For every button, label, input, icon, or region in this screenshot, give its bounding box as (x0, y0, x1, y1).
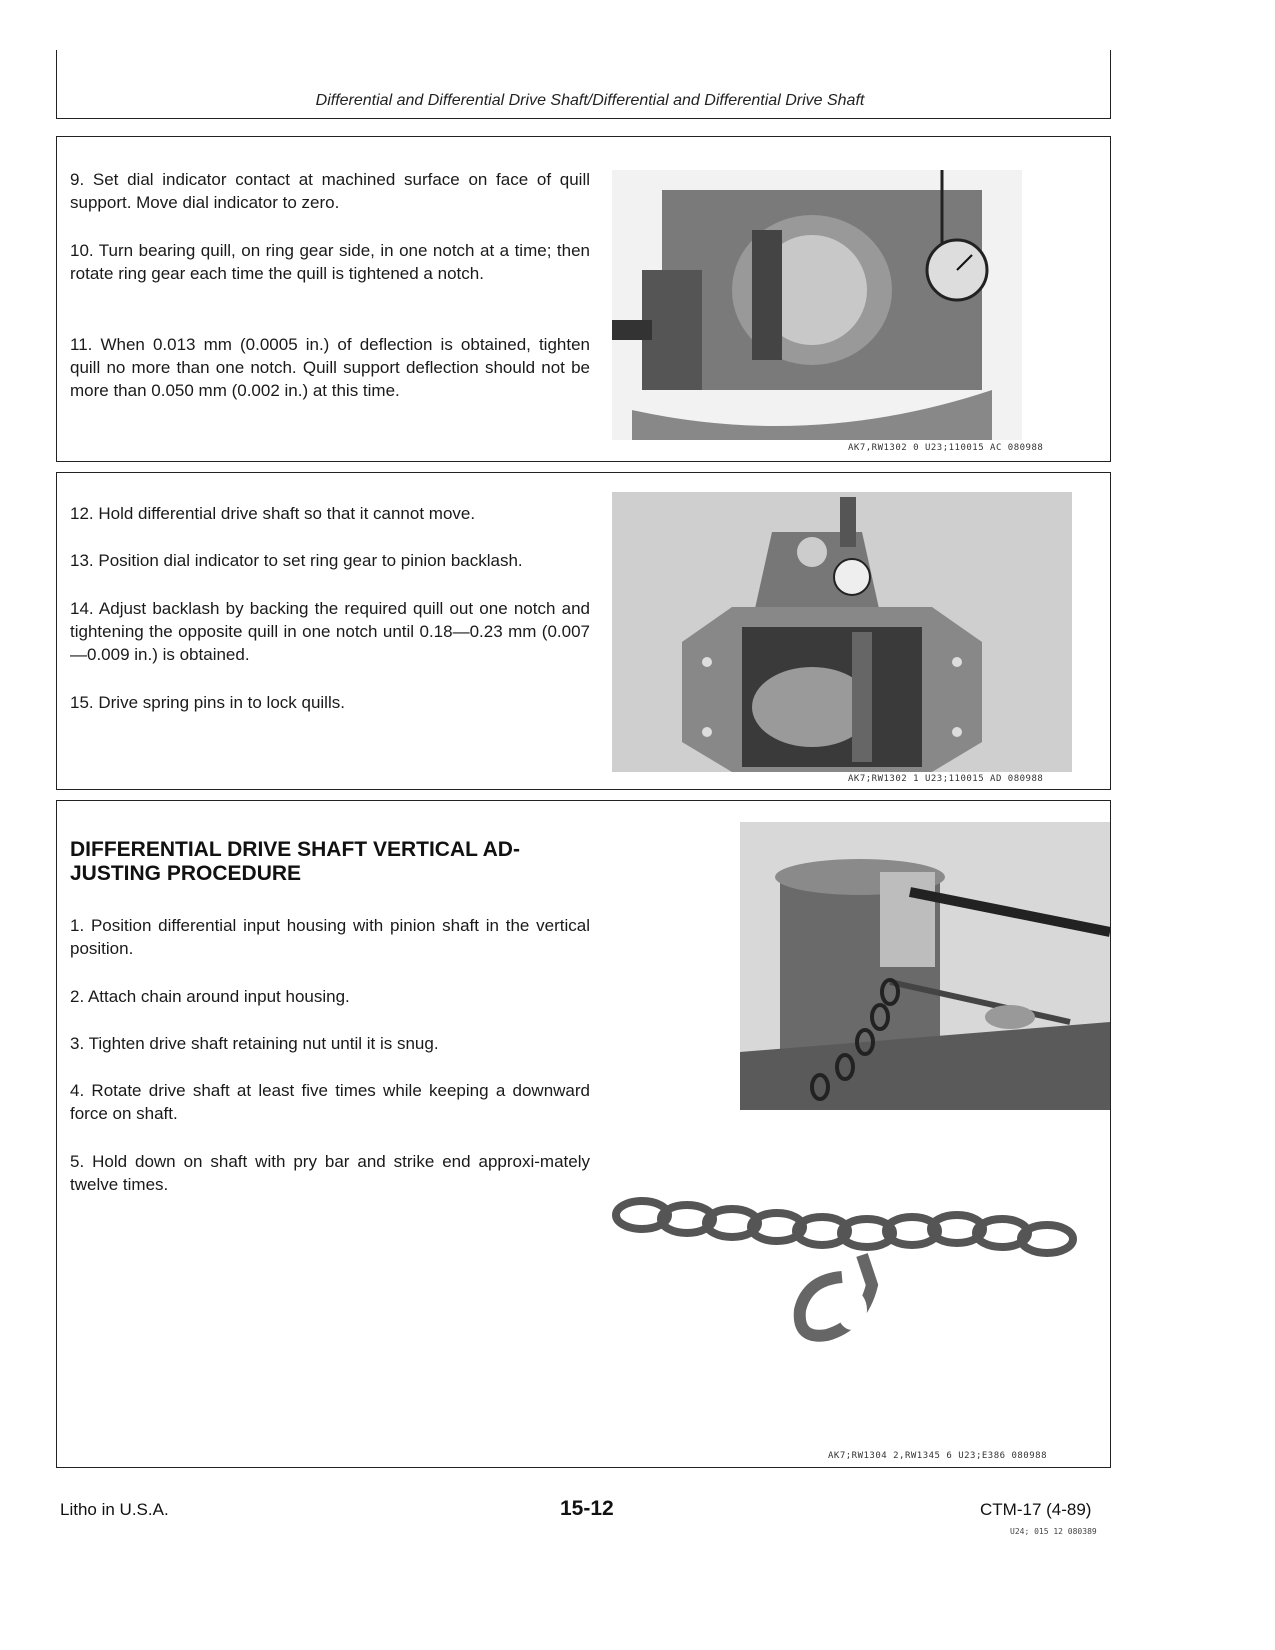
footer-manual-id: CTM-17 (4-89) (980, 1500, 1092, 1519)
photo-code-1: AK7,RW1302 0 U23;110015 AC 080988 (848, 443, 1044, 453)
footer-litho: Litho in U.S.A. (60, 1500, 169, 1519)
step-2: 2. Attach chain around input housing. (70, 987, 350, 1006)
step-12: 12. Hold differential drive shaft so that it cannot move. (70, 504, 476, 523)
photo-backlash-setup (612, 492, 1072, 772)
photo-dial-indicator-quill (612, 170, 1022, 440)
step-4: 4. Rotate drive shaft at least five times while keeping a downward force on shaft. (70, 1081, 590, 1123)
step-14: 14. Adjust backlash by backing the required quill out one notch and tightening the opposite quill in one notch until 0.18—0.23 mm (0.007—0.009 in.) is obtained. (70, 599, 590, 664)
step-15: 15. Drive spring pins in to lock quills. (70, 693, 345, 712)
step-10: 10. Turn bearing quill, on ring gear side, in one notch at a time; then rotate ring gear each time the quill is tightened a notch. (70, 241, 590, 283)
step-5: 5. Hold down on shaft with pry bar and strike end approxi-mately twelve times. (70, 1152, 590, 1194)
step-9: 9. Set dial indicator contact at machined surface on face of quill support. Move dial indicator to zero. (70, 170, 590, 212)
footer-code: U24; 015 12 080389 (1010, 1527, 1097, 1536)
photo-pry-bar-strike (740, 822, 1110, 1110)
photo-code-2: AK7;RW1302 1 U23;110015 AD 080988 (848, 774, 1044, 784)
header-left-rule (56, 50, 57, 118)
photo-chain-hook (612, 1185, 1092, 1370)
page-header-title: Differential and Differential Drive Shaft/Differential and Differential Drive Shaft (315, 92, 865, 109)
step-13: 13. Position dial indicator to set ring gear to pinion backlash. (70, 551, 523, 570)
page-number: 15-12 (560, 1497, 614, 1520)
step-11: 11. When 0.013 mm (0.0005 in.) of deflection is obtained, tighten quill no more than one notch. Quill support deflection should not be more than 0.050 mm (0.002 in.) at this time. (70, 335, 590, 400)
step-3: 3. Tighten drive shaft retaining nut until it is snug. (70, 1034, 439, 1053)
photo-code-3: AK7;RW1304 2,RW1345 6 U23;E386 080988 (828, 1451, 1047, 1461)
header-bottom-rule (56, 118, 1111, 119)
section-heading: DIFFERENTIAL DRIVE SHAFT VERTICAL AD-JUSTING PROCEDURE (70, 838, 520, 885)
step-1: 1. Position differential input housing with pinion shaft in the vertical position. (70, 916, 590, 958)
